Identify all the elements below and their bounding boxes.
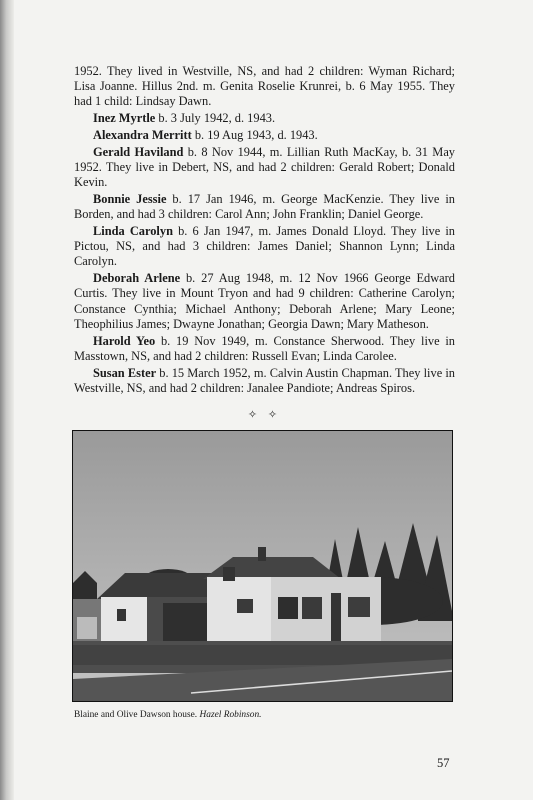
person-name: Harold Yeo — [93, 333, 156, 348]
entry-text: b. 17 Jan 1946, m. George MacKenzie. They live in Borden, and had 3 children: Carol Ann; John Franklin; Daniel George. — [74, 192, 455, 222]
entry-inez-myrtle — [74, 111, 455, 126]
entry-text: b. 27 Aug 1948, m. 12 Nov 1966 George Edward Curtis. They live in Mount Tryon and had 9 children: Catherine Carolyn; Constance Cynthia; Michael Anthony; Deborah Arlene; Mary Leone; Theophilius James; Dwayne Jonathan; Georgia Dawn; Mary Matheson. — [74, 271, 455, 331]
entry-linda-carolyn — [74, 224, 455, 270]
house-photo — [72, 430, 453, 702]
entry-text: b. 8 Nov 1944, m. Lillian Ruth MacKay, b. 31 May 1952. They live in Debert, NS, and had 2 children: Gerald Robert; Donald Kevin. — [74, 144, 456, 190]
page-number: 57 — [437, 756, 450, 770]
entry-text: b. 19 Nov 1949, m. Constance Sherwood. They live in Masstown, NS, and had 2 children: Russell Evan; Linda Carolee. — [74, 333, 455, 363]
entry-gerald-haviland — [74, 145, 455, 191]
person-name: Susan Ester — [93, 365, 157, 380]
page-text — [74, 64, 455, 424]
house-photo-drawing — [73, 431, 452, 701]
entry-text: b. 6 Jan 1947, m. James Donald Lloyd. They live in Pictou, NS, and had 3 children: James Daniel; Shannon Lynn; Linda Carolyn. — [74, 224, 455, 269]
entry-harold-yeo — [74, 334, 455, 364]
book-spine-shadow — [0, 0, 14, 800]
caption-text: Blaine and Olive Dawson house. — [74, 710, 200, 720]
entry-text: b. 3 July 1942, d. 1943. — [155, 111, 276, 126]
person-name: Deborah Arlene — [93, 271, 181, 286]
caption-credit: Hazel Robinson. — [199, 710, 262, 720]
entry-susan-ester — [74, 366, 455, 396]
entry-text: b. 15 March 1952, m. Calvin Austin Chapman. They live in Westville, NS, and had 2 children: Janalee Pandiote; Andreas Spiros. — [74, 365, 456, 395]
person-name: Gerald Haviland — [93, 144, 184, 159]
photo-caption — [74, 710, 455, 721]
person-name: Linda Carolyn — [93, 224, 173, 238]
entry-deborah-arlene — [74, 271, 455, 332]
person-name: Alexandra Merritt — [93, 128, 192, 142]
entry-alexandra-merritt — [74, 128, 455, 143]
entry-text: b. 19 Aug 1943, d. 1943. — [191, 128, 318, 142]
section-ornament: ✧ ✧ — [247, 409, 282, 422]
person-name: Bonnie Jessie — [93, 192, 167, 206]
entry-bonnie-jessie — [74, 192, 455, 222]
person-name: Inez Myrtle — [93, 111, 156, 126]
paragraph-text: 1952. They lived in Westville, NS, and had 2 children: Wyman Richard; Lisa Joanne. Hillus 2nd. m. Genita Roselie Krunrei, b. 6 May 1955. They had 1 child: Lindsay Dawn. — [74, 64, 455, 109]
paragraph-continuation — [74, 64, 455, 110]
